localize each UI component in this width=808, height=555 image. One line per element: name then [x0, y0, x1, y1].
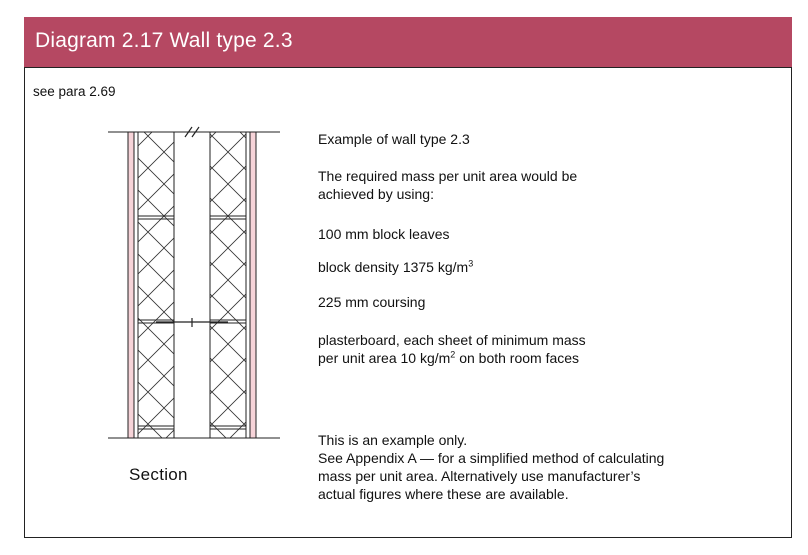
mass-line-2: achieved by using:	[318, 186, 434, 202]
disclaimer-text	[318, 431, 664, 503]
block-leaves-spec: 100 mm block leaves	[318, 226, 450, 242]
disclaimer-line-2: See Appendix A — for a simplified method of calculating	[318, 450, 665, 466]
section-label: Section	[129, 465, 188, 484]
plaster-line-2: per unit area 10 kg/m	[318, 350, 451, 366]
block-density-spec	[318, 258, 473, 276]
diagram-header	[24, 17, 792, 68]
wall-section-drawing	[100, 120, 290, 450]
mass-line-1: The required mass per unit area would be	[318, 168, 578, 184]
coursing-spec: 225 mm coursing	[318, 294, 426, 310]
disclaimer-line-4: actual figures where these are available.	[318, 486, 569, 502]
plasterboard-right	[250, 132, 256, 438]
density-text: block density 1375 kg/m	[318, 259, 469, 275]
plasterboard-left	[128, 132, 134, 438]
mass-requirement-text	[318, 167, 577, 203]
plaster-superscript: 2	[450, 349, 456, 360]
plasterboard-spec	[318, 331, 586, 367]
plaster-line-2-suffix: on both room faces	[455, 350, 580, 366]
block-leaf-left	[138, 132, 174, 438]
example-heading: Example of wall type 2.3	[318, 131, 470, 147]
reference-note: see para 2.69	[33, 84, 116, 99]
density-superscript: 3	[468, 258, 474, 269]
block-leaf-right	[210, 132, 246, 438]
disclaimer-line-3: mass per unit area. Alternatively use manufacturer’s	[318, 468, 641, 484]
diagram-title: Diagram 2.17 Wall type 2.3	[35, 29, 293, 52]
plaster-line-1: plasterboard, each sheet of minimum mass	[318, 332, 586, 348]
disclaimer-line-1: This is an example only.	[318, 432, 468, 448]
